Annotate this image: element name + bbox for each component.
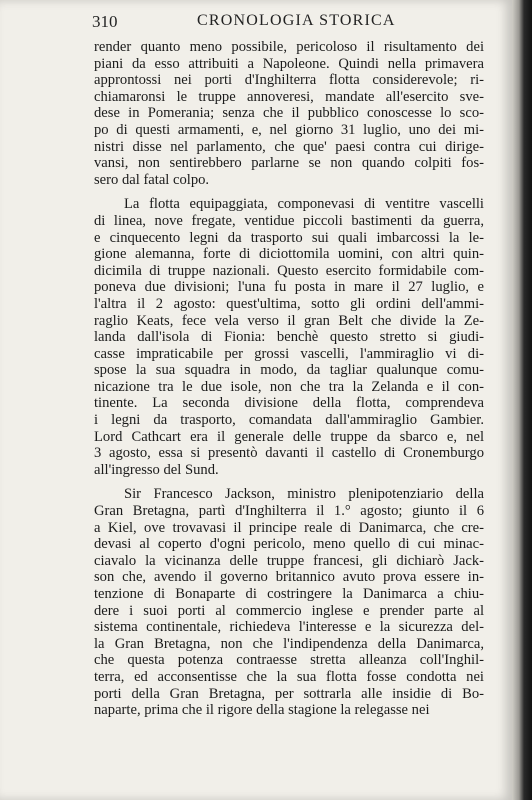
text-line: e cinquecento legni da trasporto sui quali imbarcossi la le- bbox=[94, 229, 484, 246]
paragraph bbox=[94, 486, 484, 718]
paragraph bbox=[94, 39, 484, 188]
text-line: Gran Bretagna, partì d'Inghilterra il 1.° agosto; giunto il 6 bbox=[94, 503, 484, 520]
text-line: terra, ed acconsentisse che la sua flotta fosse condotta nei bbox=[94, 668, 484, 685]
text-line: tenzione di Bonaparte di costringere la Danimarca a chiu- bbox=[94, 586, 484, 602]
text-line: sero dal fatal colpo. bbox=[94, 171, 210, 188]
text-line: dicimila di truppe nazionali. Questo esercito formidabile com- bbox=[94, 262, 484, 279]
text-line: l'altra il 2 agosto: quest'ultima, sotto gli ordini dell'ammi- bbox=[94, 295, 484, 312]
text-line: spose la sua squadra in modo, da tagliar qualunque comu- bbox=[94, 362, 484, 379]
body-text bbox=[94, 39, 484, 719]
text-line: vansi, non sentirebbero parlarne se non quando colpiti fos- bbox=[94, 155, 484, 172]
text-line: naparte, prima che il rigore della stagione la relegasse nei bbox=[94, 702, 430, 719]
text-line: la Gran Bretagna, non che l'indipendenza della Danimarca, bbox=[94, 635, 484, 652]
page-edge-shadow bbox=[512, 0, 532, 800]
text-line: dese in Pomerania; senza che il pubblico conoscesse lo sco- bbox=[94, 105, 484, 122]
text-line: po di questi armamenti, e, nel giorno 31 luglio, uno dei mi- bbox=[94, 121, 484, 138]
text-line: sistema continentale, richiedeva l'interesse e la sicurezza del- bbox=[94, 619, 484, 636]
text-line: i legni da trasporto, comandata dall'ammiraglio Gambier. bbox=[94, 412, 484, 429]
text-line: ciavalo la vicinanza delle truppe francesi, gli dichiarò Jack- bbox=[94, 552, 484, 569]
paragraph bbox=[94, 196, 484, 478]
text-line: gione alemanna, forte di diciottomila uomini, con altri quin- bbox=[94, 246, 484, 263]
text-line: casse impraticabile per grossi vascelli, l'ammiraglio vi di- bbox=[94, 345, 484, 362]
text-line: porti della Gran Bretagna, per sottrarla alle insidie di Bo- bbox=[94, 685, 484, 702]
text-line: nistri disse nel parlamento, che que' paesi contra cui dirige- bbox=[94, 138, 484, 155]
text-line: La flotta equipaggiata, componevasi di ventitre vascelli bbox=[124, 196, 484, 213]
text-line: dere i suoi porti al commercio inglese e prender parte al bbox=[94, 602, 484, 619]
text-line: Sir Francesco Jackson, ministro plenipotenziario della bbox=[124, 486, 484, 503]
text-line: chiamaronsi le truppe annoveresi, mandate all'esercito sve- bbox=[94, 88, 484, 105]
text-line: landa dall'isola di Fionia: benchè questo stretto si giudi- bbox=[94, 329, 484, 346]
page-number: 310 bbox=[92, 12, 118, 31]
text-line: che questa potenza contraesse stretta alleanza coll'Inghil- bbox=[94, 652, 484, 669]
text-line: all'ingresso del Sund. bbox=[94, 461, 219, 478]
text-line: a Kiel, ove trovavasi il principe reale di Danimarca, che cre- bbox=[94, 519, 484, 536]
text-line: Lord Cathcart era il generale delle truppe da sbarco e, nel bbox=[94, 428, 484, 445]
text-line: raglio Keats, fece vela verso il gran Belt che divide la Ze- bbox=[94, 312, 484, 329]
text-line: di linea, nove fregate, ventidue piccoli bastimenti da guerra, bbox=[94, 212, 484, 229]
text-line: render quanto meno possibile, pericoloso il risultamento dei bbox=[94, 39, 484, 55]
text-line: piani da esso attribuiti a Napoleone. Quindi nella primavera bbox=[94, 55, 484, 72]
text-line: tinente. La seconda divisione della flotta, comprendeva bbox=[94, 395, 484, 412]
running-title: CRONOLOGIA STORICA bbox=[197, 12, 396, 29]
text-line: approntossi nei porti d'Inghilterra flotta considerevole; ri- bbox=[94, 72, 484, 89]
text-line: son che, avendo il governo britannico avuto prova essere in- bbox=[94, 569, 484, 586]
text-line: nicazione tra le due isole, non che tra la Zelanda e il con- bbox=[94, 378, 484, 395]
text-line: poneva due divisioni; l'una fu posta in mare il 27 luglio, e bbox=[94, 279, 484, 296]
text-line: devasi al coperto d'ogni pericolo, meno quello di cui minac- bbox=[94, 536, 484, 553]
text-line: 3 agosto, essa si presentò davanti il castello di Cronemburgo bbox=[94, 445, 484, 462]
page-header bbox=[92, 12, 472, 36]
